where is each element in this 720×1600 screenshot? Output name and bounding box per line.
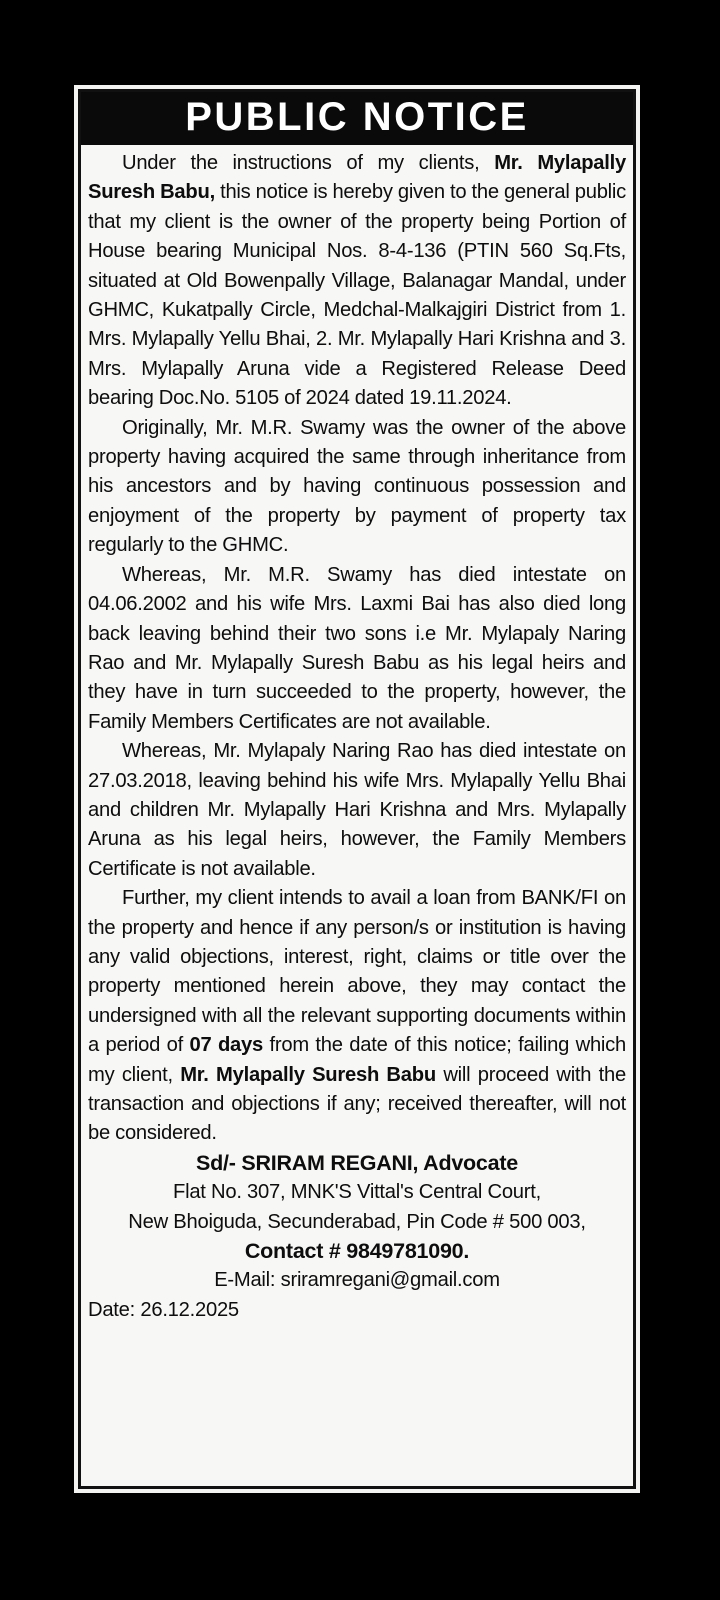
para-loan-objections: Further, my client intends to avail a loan from BANK/FI on the property and hence if any person/s or institution is having any valid objections, interest, right, claims or title over the property mentioned herein above, they may contact the undersigned with all the relevant supporting documents within a period of 07 days from the date of this notice; failing which my client, Mr. Mylapally Suresh Babu will proceed with the transaction and objections if any; received thereafter, will not be considered.	[88, 887, 626, 1145]
para-naring-rao-intestate: Whereas, Mr. Mylapaly Naring Rao has died intestate on 27.03.2018, leaving behind his wife Mrs. Mylapally Yellu Bhai and children Mr. Mylapally Hari Krishna and Mrs. Mylapally Aruna as his legal heirs, however, the Family Members Certificate is not available.	[88, 740, 626, 880]
advocate-contact-number: Contact # 9849781090.	[244, 1239, 470, 1264]
para-original-owner: Originally, Mr. M.R. Swamy was the owner of the above property having acquired the same through inheritance from his ancestors and by having continuous possession and enjoyment of the property by payment of property tax regularly to the GHMC.	[88, 416, 626, 557]
notice-body	[81, 145, 633, 1486]
page-title: PUBLIC NOTICE	[185, 95, 529, 139]
advocate-address-line-2: New Bhoiguda, Secunderabad, Pin Code # 500 003,	[128, 1210, 586, 1233]
notice-date: Date: 26.12.2025	[88, 1298, 239, 1321]
newspaper-clipping	[74, 85, 640, 1493]
notice-border-frame	[78, 89, 636, 1489]
advocate-signature: Sd/- SRIRAM REGANI, Advocate	[196, 1150, 518, 1175]
para-instructions: Under the instructions of my clients, Mr. Mylapally Suresh Babu, this notice is hereby given to the general public that my client is the owner of the property being Portion of House bearing Municipal Nos. 8-4-136 (PTIN 560 Sq.Fts, situated at Old Bowenpally Village, Balanagar Mandal, under GHMC, Kukatpally Circle, Medchal-Malkajgiri District from 1. Mrs. Mylapally Yellu Bhai, 2. Mr. Mylapally Hari Krishna and 3. Mrs. Mylapally Aruna vide a Registered Release Deed bearing Doc.No. 5105 of 2024 dated 19.11.2024.	[88, 152, 626, 410]
advocate-address-line-1: Flat No. 307, MNK'S Vittal's Central Court,	[173, 1181, 541, 1204]
para-swamy-intestate: Whereas, Mr. M.R. Swamy has died intestate on 04.06.2002 and his wife Mrs. Laxmi Bai has also died long back leaving behind their two sons i.e Mr. Mylapaly Naring Rao and Mr. Mylapally Suresh Babu as his legal heirs and they have in turn succeeded to the property, however, the Family Members Certificates are not available.	[88, 563, 626, 733]
notice-header-bar	[81, 92, 633, 145]
advocate-email: E-Mail: sriramregani@gmail.com	[214, 1269, 500, 1292]
